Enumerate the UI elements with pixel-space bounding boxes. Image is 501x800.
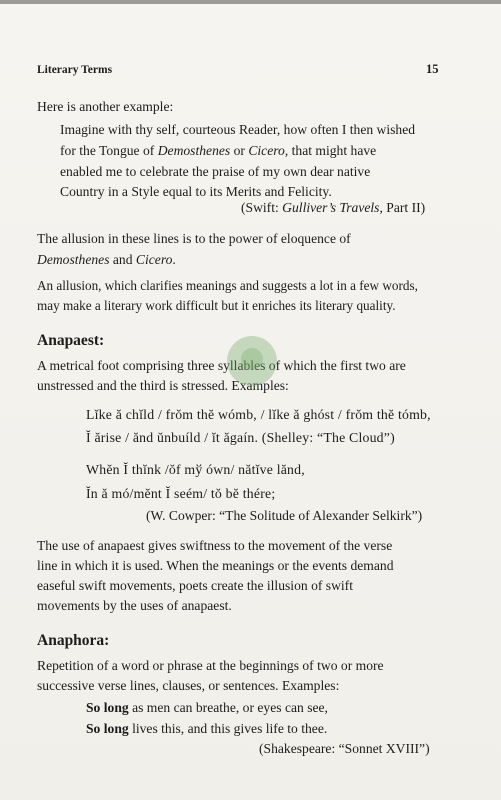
anaphora-def-line-2: successive verse lines, clauses, or sentences. Examples: — [37, 678, 340, 693]
intro-line: Here is another example: — [37, 99, 174, 114]
anaphora-example-1 — [86, 698, 328, 718]
quote-text: for the Tongue of — [60, 143, 158, 158]
page-number: 15 — [426, 62, 439, 76]
quote-text: , that might have — [284, 143, 377, 158]
quote-citation — [241, 200, 425, 216]
quote-text: or — [230, 143, 249, 158]
anapaest-para-line-1: The use of anapaest gives swiftness to the movement of the verse — [37, 538, 393, 553]
anapaest-para-line-3: easeful swift movements, poets create the illusion of swift — [37, 578, 353, 593]
anaphora-bold-phrase: So long — [86, 721, 129, 736]
citation-text: (Swift: — [241, 200, 283, 215]
anapaest-para-line-2: line in which it is used. When the meanings or the events demand — [37, 558, 394, 573]
quote-line-4: Country in a Style equal to its Merits and Felicity. — [60, 184, 332, 199]
quote-line-3: enabled me to celebrate the praise of my own dear native — [60, 164, 371, 179]
citation-text: , Part II) — [379, 200, 426, 215]
allusion-note-line-1: The allusion in these lines is to the power of eloquence of — [37, 231, 351, 246]
anapaest-heading: Anapaest: — [37, 332, 105, 349]
anaphora-citation: (Shakespeare: “Sonnet XVIII”) — [259, 741, 430, 756]
page-top-edge — [0, 0, 501, 4]
anaphora-example-text: as men can breathe, or eyes can see, — [128, 700, 328, 715]
allusion-text: . — [172, 252, 176, 267]
quote-line-2 — [60, 141, 376, 161]
anapaest-para-line-4: movements by the uses of anapaest. — [37, 598, 232, 613]
anaphora-bold-phrase: So long — [86, 700, 129, 715]
allusion-para-line-1: An allusion, which clarifies meanings and suggests a lot in a few words, — [37, 278, 418, 293]
verse-line-2: Ĭ ărise / ănd ŭnbuíld / ĭt ăgaín. (Shelley: “The Cloud”) — [86, 430, 395, 445]
watermark-stamp — [227, 336, 277, 386]
anaphora-example-2 — [86, 719, 327, 739]
anaphora-example-text: lives this, and this gives life to thee. — [128, 721, 328, 736]
verse-line-4: Ĭn ă mó/mĕnt Ĭ seém/ tŏ bĕ thére; — [86, 486, 276, 501]
quote-name-demosthenes: Demosthenes — [157, 143, 231, 158]
allusion-name: Cicero — [135, 252, 173, 267]
quote-line-1: Imagine with thy self, courteous Reader, how often I then wished — [60, 122, 416, 137]
citation-title: Gulliver’s Travels — [282, 200, 380, 215]
anaphora-heading: Anaphora: — [37, 632, 110, 649]
verse-line-1: Lĭke ă chĭld / frŏm thĕ wómb, / lĭke ă ghóst / frŏm thĕ tómb, — [86, 407, 431, 422]
verse-citation: (W. Cowper: “The Solitude of Alexander Selkirk”) — [146, 508, 423, 523]
allusion-text: and — [109, 252, 136, 267]
allusion-name: Demosthenes — [37, 252, 110, 267]
allusion-note-line-2 — [37, 250, 176, 270]
running-header: Literary Terms — [37, 64, 113, 76]
anapaest-def-line-2: unstressed and the third is stressed. Examples: — [37, 378, 289, 393]
anaphora-def-line-1: Repetition of a word or phrase at the beginnings of two or more — [37, 658, 384, 673]
anapaest-def-line-1: A metrical foot comprising three syllables of which the first two are — [37, 358, 406, 373]
quote-name-cicero: Cicero — [248, 143, 285, 158]
verse-line-3: Whĕn Ĭ thĭnk /ŏf mў ówn/ nătĭve lănd, — [86, 462, 305, 477]
allusion-para-line-2: may make a literary work difficult but it enriches its literary quality. — [37, 298, 396, 313]
